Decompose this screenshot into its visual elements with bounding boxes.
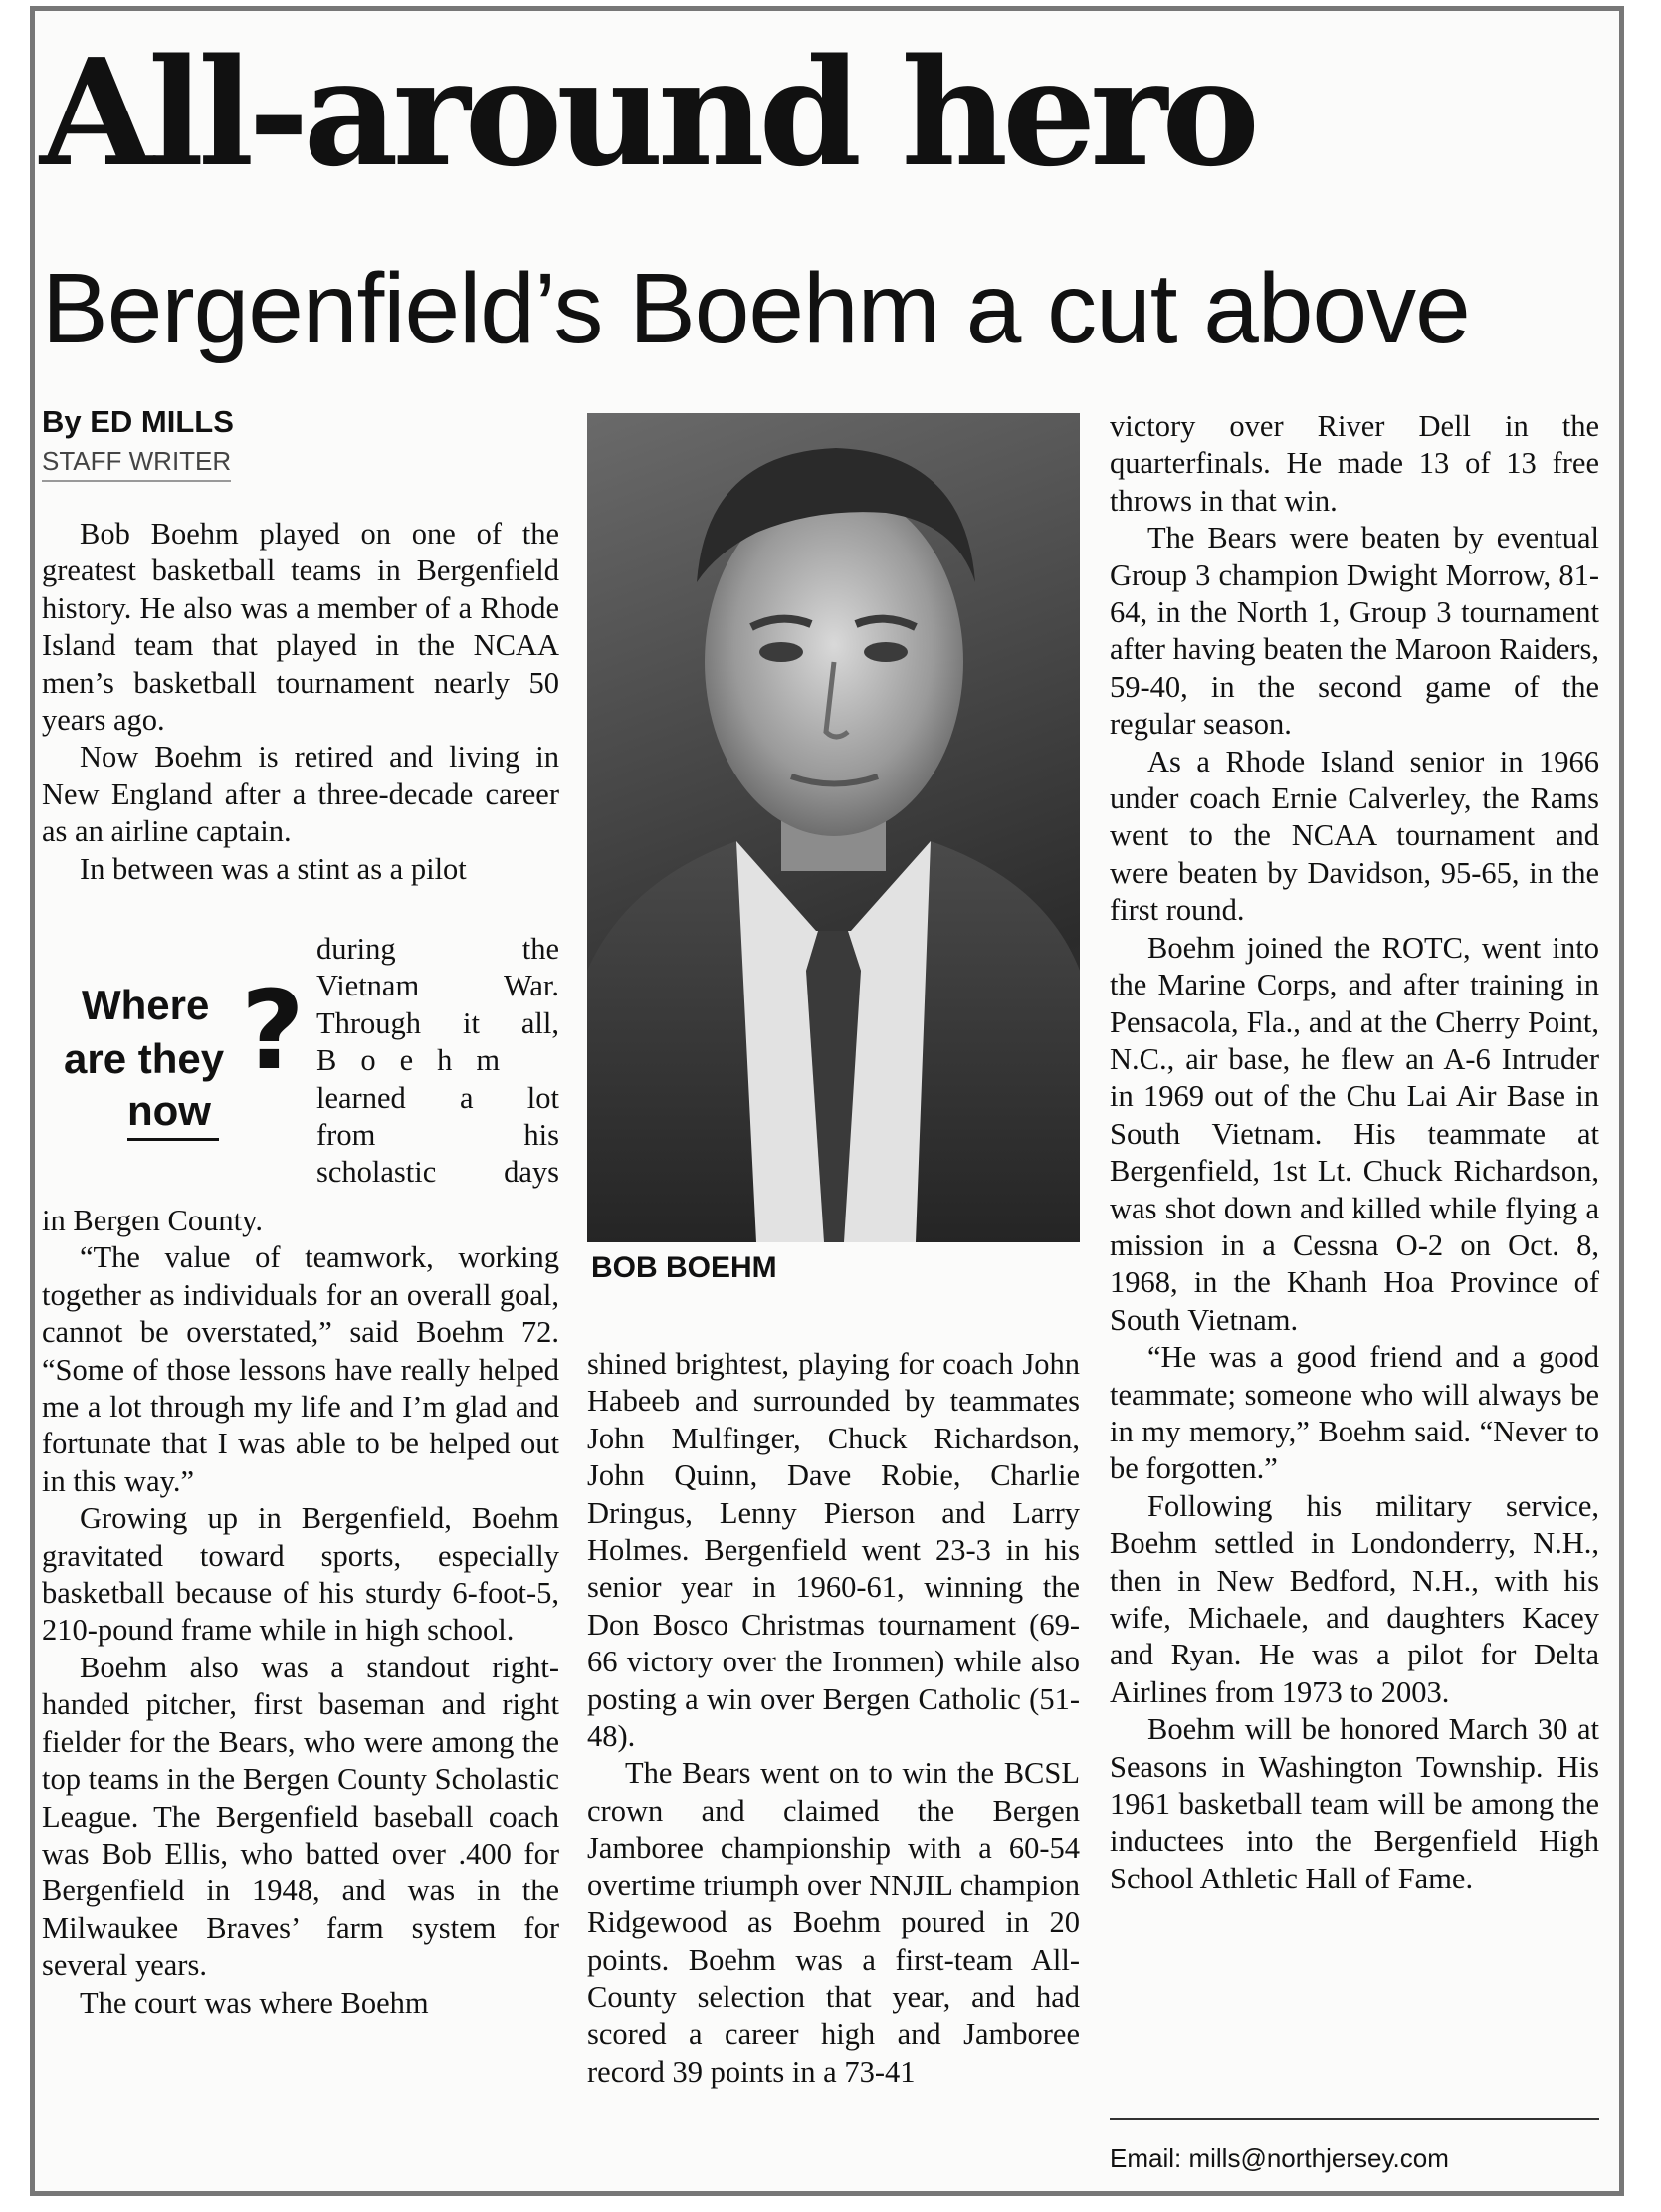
question-mark-icon: ? bbox=[241, 967, 305, 1094]
paragraph: “He was a good friend and a good teammate; someone who will always be in my memory,” Boehm said. “Never to be forgotten.” bbox=[1110, 1340, 1599, 1486]
subhead: Bergenfield’s Boehm a cut above bbox=[42, 253, 1470, 364]
text-line: learned a lot bbox=[316, 1080, 559, 1115]
column-1-wrap-text bbox=[316, 931, 559, 1192]
portrait-photo bbox=[587, 413, 1080, 1242]
logo-text-are-they: are they bbox=[64, 1035, 225, 1082]
column-3 bbox=[1110, 408, 1599, 1897]
paragraph: in Bergen County. bbox=[42, 1204, 263, 1237]
paragraph: Boehm will be honored March 30 at Seasons in Washington Township. His 1961 basketball team will be among the inductees into the Bergenfield High School Athletic Hall of Fame. bbox=[1110, 1712, 1599, 1895]
text-line: from his bbox=[316, 1117, 559, 1152]
byline: By ED MILLS bbox=[42, 404, 234, 439]
end-rule bbox=[1110, 2118, 1599, 2120]
author-email: Email: mills@northjersey.com bbox=[1110, 2143, 1449, 2173]
text-line: scholastic days bbox=[316, 1155, 559, 1190]
paragraph: Growing up in Bergenfield, Boehm gravitated toward sports, especially basketball because of his sturdy 6-foot-5, 210-pound frame while in high school. bbox=[42, 1501, 559, 1648]
paragraph: Boehm joined the ROTC, went into the Marine Corps, and after training in Pensacola, Fla., and at the Cherry Point, N.C., air base, he flew an A-6 Intruder in 1969 out of the Chu Lai Air Base in South Vietnam. His teammate at Bergenfield, 1st Lt. Chuck Richardson, was shot down and killed while flying a mission in a Cessna O-2 on Oct. 8, 1968, in the Khanh Hoa Province of South Vietnam. bbox=[1110, 930, 1599, 1337]
column-2 bbox=[587, 1346, 1080, 2091]
headline: All-around hero bbox=[40, 26, 1254, 199]
paragraph: Bob Boehm played on one of the greatest basketball teams in Bergenfield history. He also was a member of a Rhode Island team that played in the NCAA men’s basketball tournament nearly 50 years ago. bbox=[42, 517, 559, 738]
paragraph: “The value of teamwork, working together as individuals for an overall goal, cannot be overstated,” said Boehm 72. “Some of those lessons have really helped me a lot through my life and I’m glad and fortunate that I was able to be helped out in this way.” bbox=[42, 1240, 559, 1498]
column-1-bottom bbox=[42, 1203, 559, 2022]
portrait-illustration bbox=[587, 413, 1080, 1242]
byline-role: STAFF WRITER bbox=[42, 446, 231, 482]
paragraph: Following his military service, Boehm settled in Londonderry, N.H., then in New Bedford, N.H., with his wife, Michaele, and daughters Kacey and Ryan. He was a pilot for Delta Airlines from 1973 to 2003. bbox=[1110, 1488, 1599, 1709]
logo-underline bbox=[127, 1138, 219, 1141]
logo-text-now: now bbox=[127, 1087, 211, 1134]
paragraph: The court was where Boehm bbox=[80, 1985, 429, 2020]
column-1-top bbox=[42, 516, 559, 888]
text-line: Through it all, bbox=[316, 1005, 559, 1040]
text-line: Boehm bbox=[316, 1043, 524, 1078]
paragraph: Now Boehm is retired and living in New England after a three-decade career as an airline captain. bbox=[42, 740, 559, 849]
text-line: Vietnam War. bbox=[316, 969, 559, 1003]
paragraph: As a Rhode Island senior in 1966 under coach Ernie Calverley, the Rams went to the NCAA tournament and were beaten by Davidson, 95-65, in the first round. bbox=[1110, 744, 1599, 928]
text-line: during the bbox=[316, 932, 559, 966]
where-are-they-now-logo bbox=[42, 967, 311, 1180]
photo-caption: BOB BOEHM bbox=[591, 1251, 777, 1284]
paragraph: Boehm also was a standout right-handed pitcher, first baseman and right fielder for the Bears, who were among the top teams in the Bergen County Scholastic League. The Bergenfield baseball coach was Bob Ellis, who batted over .400 for Bergenfield in 1948, and was in the Milwaukee Braves’ farm system for several years. bbox=[42, 1650, 559, 1983]
paragraph: The Bears went on to win the BCSL crown and claimed the Bergen Jamboree championship with a 60-54 overtime triumph over NNJIL champion Ridgewood as Boehm poured in 20 points. Boehm was a first-team All-County selection that year, and had scored a career high and Jamboree record 39 points in a 73-41 bbox=[587, 1756, 1080, 2089]
paragraph: In between was a stint as a pilot bbox=[80, 851, 467, 886]
paragraph: victory over River Dell in the quarterfinals. He made 13 of 13 free throws in that win. bbox=[1110, 409, 1599, 518]
paragraph: The Bears were beaten by eventual Group 3 champion Dwight Morrow, 81-64, in the North 1, Group 3 tournament after having beaten the Maroon Raiders, 59-40, in the second game of the regular season. bbox=[1110, 521, 1599, 742]
paragraph: shined brightest, playing for coach John Habeeb and surrounded by teammates John Mulfinger, Chuck Richardson, John Quinn, Dave Robie, Charlie Dringus, Lenny Pierson and Larry Holmes. Bergenfield went 23-3 in his senior year in 1960-61, winning the Don Bosco Christmas tournament (69-66 victory over the Ironmen) while also posting a win over Bergen Catholic (51-48). bbox=[587, 1347, 1080, 1754]
logo-text-where: Where bbox=[82, 982, 210, 1028]
